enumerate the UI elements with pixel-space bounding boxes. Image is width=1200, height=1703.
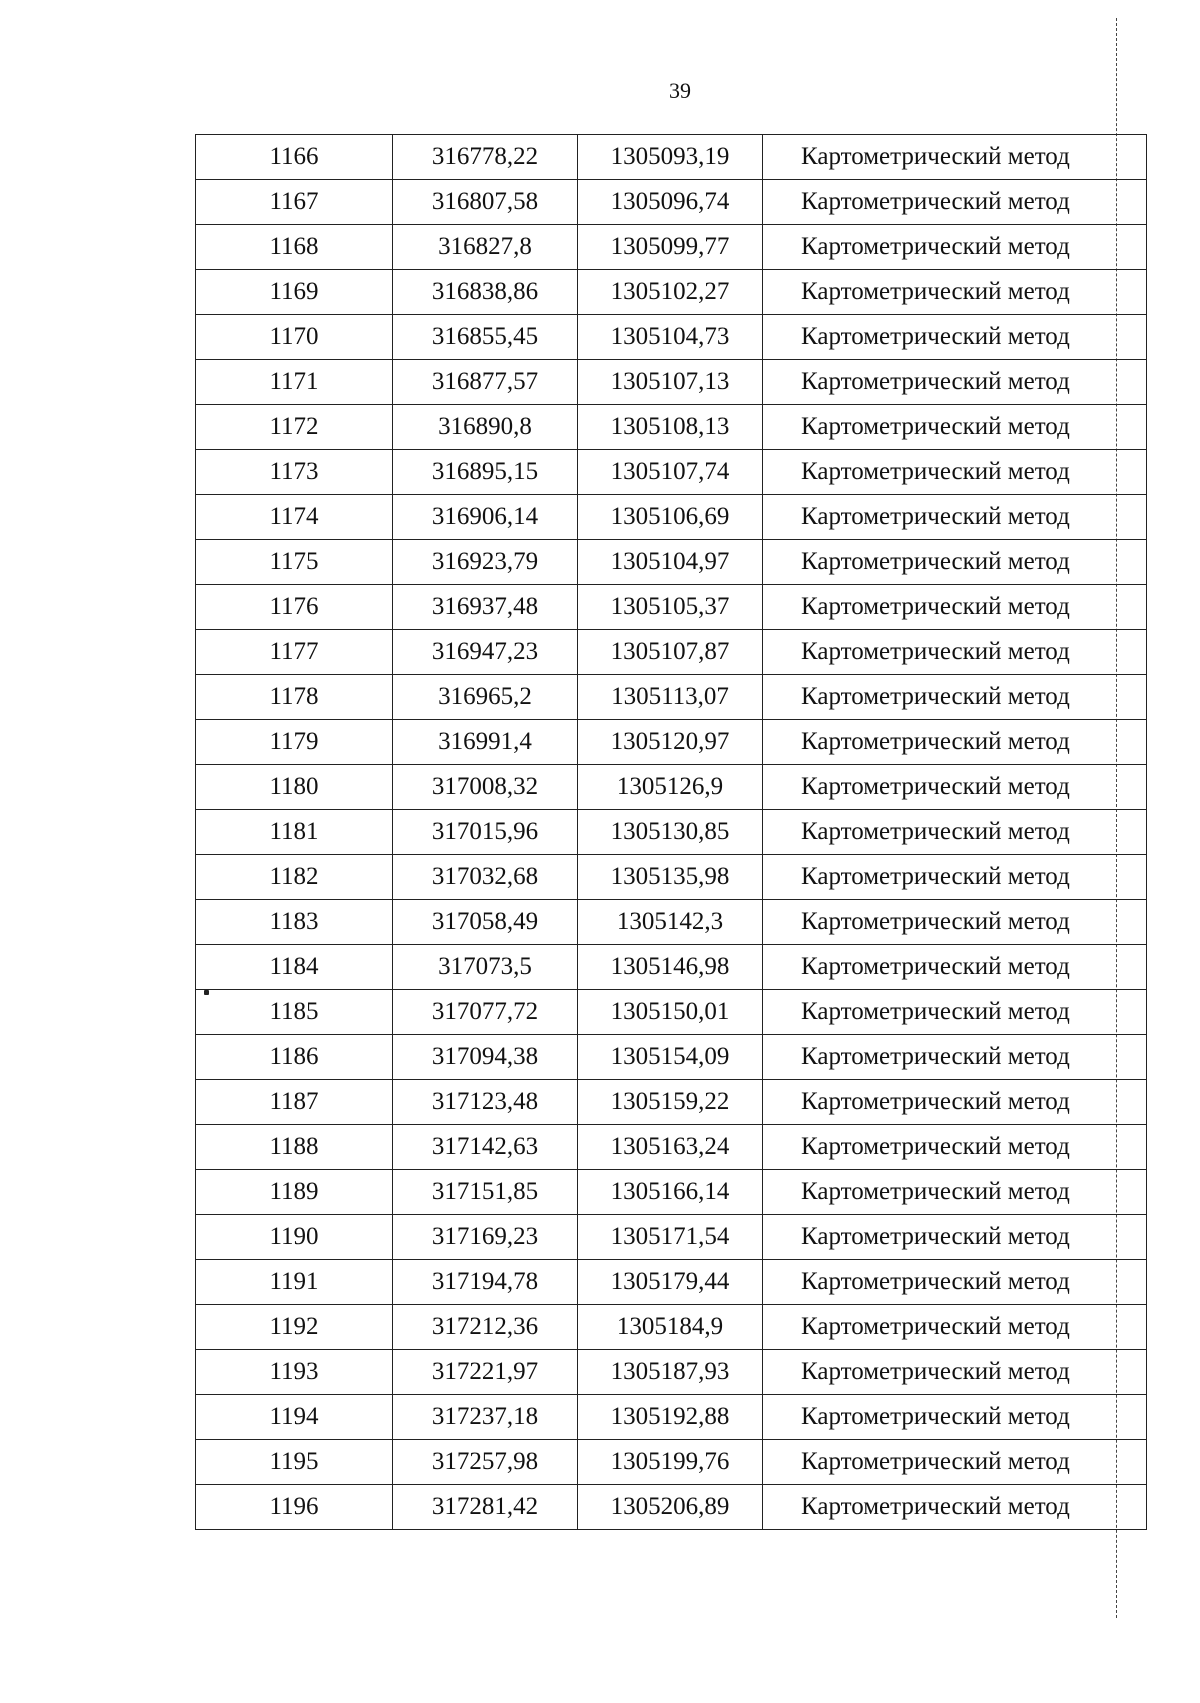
table-row	[196, 180, 1147, 225]
y-coordinate-cell: 1305192,88	[578, 1395, 763, 1440]
table-row	[196, 495, 1147, 540]
y-coordinate-cell: 1305135,98	[578, 855, 763, 900]
method-cell: Картометрический метод	[763, 630, 1147, 675]
x-coordinate-cell: 317212,36	[393, 1305, 578, 1350]
method-cell: Картометрический метод	[763, 1170, 1147, 1215]
y-coordinate-cell: 1305102,27	[578, 270, 763, 315]
table-row	[196, 630, 1147, 675]
table-row	[196, 315, 1147, 360]
method-cell: Картометрический метод	[763, 450, 1147, 495]
table-row	[196, 1170, 1147, 1215]
x-coordinate-cell: 316937,48	[393, 585, 578, 630]
table-row	[196, 900, 1147, 945]
y-coordinate-cell: 1305120,97	[578, 720, 763, 765]
table-row	[196, 1395, 1147, 1440]
x-coordinate-cell: 316827,8	[393, 225, 578, 270]
point-number-cell: 1170	[196, 315, 393, 360]
y-coordinate-cell: 1305093,19	[578, 135, 763, 180]
y-coordinate-cell: 1305126,9	[578, 765, 763, 810]
table-row	[196, 855, 1147, 900]
table-row	[196, 765, 1147, 810]
table-row	[196, 450, 1147, 495]
method-cell: Картометрический метод	[763, 1125, 1147, 1170]
point-number-cell: 1173	[196, 450, 393, 495]
y-coordinate-cell: 1305099,77	[578, 225, 763, 270]
method-cell: Картометрический метод	[763, 405, 1147, 450]
method-cell: Картометрический метод	[763, 585, 1147, 630]
point-number-cell: 1180	[196, 765, 393, 810]
x-coordinate-cell: 317058,49	[393, 900, 578, 945]
x-coordinate-cell: 317142,63	[393, 1125, 578, 1170]
method-cell: Картометрический метод	[763, 810, 1147, 855]
point-number-cell: 1194	[196, 1395, 393, 1440]
x-coordinate-cell: 316895,15	[393, 450, 578, 495]
point-number-cell: 1182	[196, 855, 393, 900]
x-coordinate-cell: 317077,72	[393, 990, 578, 1035]
method-cell: Картометрический метод	[763, 180, 1147, 225]
method-cell: Картометрический метод	[763, 720, 1147, 765]
point-number-cell: 1177	[196, 630, 393, 675]
table-row	[196, 135, 1147, 180]
point-number-cell: 1175	[196, 540, 393, 585]
method-cell: Картометрический метод	[763, 135, 1147, 180]
point-number-cell: 1168	[196, 225, 393, 270]
point-number-cell: 1167	[196, 180, 393, 225]
y-coordinate-cell: 1305106,69	[578, 495, 763, 540]
table-row	[196, 1260, 1147, 1305]
y-coordinate-cell: 1305184,9	[578, 1305, 763, 1350]
y-coordinate-cell: 1305130,85	[578, 810, 763, 855]
point-number-cell: 1190	[196, 1215, 393, 1260]
table-row	[196, 585, 1147, 630]
y-coordinate-cell: 1305206,89	[578, 1485, 763, 1530]
y-coordinate-cell: 1305159,22	[578, 1080, 763, 1125]
point-number-cell: 1196	[196, 1485, 393, 1530]
y-coordinate-cell: 1305171,54	[578, 1215, 763, 1260]
table-row	[196, 990, 1147, 1035]
x-coordinate-cell: 317073,5	[393, 945, 578, 990]
method-cell: Картометрический метод	[763, 1260, 1147, 1305]
x-coordinate-cell: 316877,57	[393, 360, 578, 405]
x-coordinate-cell: 316778,22	[393, 135, 578, 180]
x-coordinate-cell: 317221,97	[393, 1350, 578, 1395]
x-coordinate-cell: 316923,79	[393, 540, 578, 585]
table-row	[196, 810, 1147, 855]
x-coordinate-cell: 316991,4	[393, 720, 578, 765]
method-cell: Картометрический метод	[763, 900, 1147, 945]
point-number-cell: 1192	[196, 1305, 393, 1350]
x-coordinate-cell: 317194,78	[393, 1260, 578, 1305]
point-number-cell: 1184	[196, 945, 393, 990]
y-coordinate-cell: 1305150,01	[578, 990, 763, 1035]
point-number-cell: 1178	[196, 675, 393, 720]
x-coordinate-cell: 316906,14	[393, 495, 578, 540]
x-coordinate-cell: 316855,45	[393, 315, 578, 360]
point-number-cell: 1193	[196, 1350, 393, 1395]
method-cell: Картометрический метод	[763, 495, 1147, 540]
table-row	[196, 405, 1147, 450]
table-row	[196, 1440, 1147, 1485]
x-coordinate-cell: 316965,2	[393, 675, 578, 720]
y-coordinate-cell: 1305107,87	[578, 630, 763, 675]
method-cell: Картометрический метод	[763, 1395, 1147, 1440]
point-number-cell: 1166	[196, 135, 393, 180]
y-coordinate-cell: 1305104,97	[578, 540, 763, 585]
coordinates-table	[195, 134, 1147, 1530]
x-coordinate-cell: 317237,18	[393, 1395, 578, 1440]
page-number: 39	[669, 78, 691, 103]
y-coordinate-cell: 1305199,76	[578, 1440, 763, 1485]
table-row	[196, 360, 1147, 405]
method-cell: Картометрический метод	[763, 855, 1147, 900]
point-number-cell: 1176	[196, 585, 393, 630]
y-coordinate-cell: 1305187,93	[578, 1350, 763, 1395]
y-coordinate-cell: 1305104,73	[578, 315, 763, 360]
point-number-cell: 1181	[196, 810, 393, 855]
table-row	[196, 1035, 1147, 1080]
point-number-cell: 1171	[196, 360, 393, 405]
x-coordinate-cell: 317281,42	[393, 1485, 578, 1530]
point-number-cell: 1172	[196, 405, 393, 450]
point-number-cell: 1186	[196, 1035, 393, 1080]
x-coordinate-cell: 316947,23	[393, 630, 578, 675]
method-cell: Картометрический метод	[763, 225, 1147, 270]
table-row	[196, 1485, 1147, 1530]
method-cell: Картометрический метод	[763, 315, 1147, 360]
method-cell: Картометрический метод	[763, 1035, 1147, 1080]
y-coordinate-cell: 1305142,3	[578, 900, 763, 945]
point-number-cell: 1174	[196, 495, 393, 540]
x-coordinate-cell: 317008,32	[393, 765, 578, 810]
coordinates-table-body	[196, 135, 1147, 1530]
point-number-cell: 1169	[196, 270, 393, 315]
y-coordinate-cell: 1305105,37	[578, 585, 763, 630]
table-row	[196, 1305, 1147, 1350]
method-cell: Картометрический метод	[763, 1215, 1147, 1260]
y-coordinate-cell: 1305107,13	[578, 360, 763, 405]
point-number-cell: 1191	[196, 1260, 393, 1305]
y-coordinate-cell: 1305146,98	[578, 945, 763, 990]
x-coordinate-cell: 317169,23	[393, 1215, 578, 1260]
x-coordinate-cell: 317123,48	[393, 1080, 578, 1125]
y-coordinate-cell: 1305113,07	[578, 675, 763, 720]
table-row	[196, 1350, 1147, 1395]
method-cell: Картометрический метод	[763, 675, 1147, 720]
method-cell: Картометрический метод	[763, 1350, 1147, 1395]
table-row	[196, 675, 1147, 720]
y-coordinate-cell: 1305163,24	[578, 1125, 763, 1170]
table-row	[196, 270, 1147, 315]
point-number-cell: 1187	[196, 1080, 393, 1125]
table-row	[196, 1080, 1147, 1125]
x-coordinate-cell: 317257,98	[393, 1440, 578, 1485]
table-row	[196, 720, 1147, 765]
method-cell: Картометрический метод	[763, 1485, 1147, 1530]
method-cell: Картометрический метод	[763, 540, 1147, 585]
method-cell: Картометрический метод	[763, 1305, 1147, 1350]
method-cell: Картометрический метод	[763, 1080, 1147, 1125]
x-coordinate-cell: 317032,68	[393, 855, 578, 900]
point-number-cell: 1183	[196, 900, 393, 945]
y-coordinate-cell: 1305166,14	[578, 1170, 763, 1215]
table-row	[196, 225, 1147, 270]
table-row	[196, 1215, 1147, 1260]
method-cell: Картометрический метод	[763, 765, 1147, 810]
y-coordinate-cell: 1305179,44	[578, 1260, 763, 1305]
y-coordinate-cell: 1305096,74	[578, 180, 763, 225]
x-coordinate-cell: 316807,58	[393, 180, 578, 225]
y-coordinate-cell: 1305108,13	[578, 405, 763, 450]
method-cell: Картометрический метод	[763, 360, 1147, 405]
table-row	[196, 945, 1147, 990]
point-number-cell: 1185	[196, 990, 393, 1035]
x-coordinate-cell: 317015,96	[393, 810, 578, 855]
point-number-cell: 1195	[196, 1440, 393, 1485]
y-coordinate-cell: 1305107,74	[578, 450, 763, 495]
method-cell: Картометрический метод	[763, 945, 1147, 990]
x-coordinate-cell: 317151,85	[393, 1170, 578, 1215]
method-cell: Картометрический метод	[763, 1440, 1147, 1485]
table-row	[196, 1125, 1147, 1170]
x-coordinate-cell: 316838,86	[393, 270, 578, 315]
point-number-cell: 1188	[196, 1125, 393, 1170]
x-coordinate-cell: 316890,8	[393, 405, 578, 450]
method-cell: Картометрический метод	[763, 270, 1147, 315]
x-coordinate-cell: 317094,38	[393, 1035, 578, 1080]
method-cell: Картометрический метод	[763, 990, 1147, 1035]
table-row	[196, 540, 1147, 585]
point-number-cell: 1179	[196, 720, 393, 765]
point-number-cell: 1189	[196, 1170, 393, 1215]
y-coordinate-cell: 1305154,09	[578, 1035, 763, 1080]
